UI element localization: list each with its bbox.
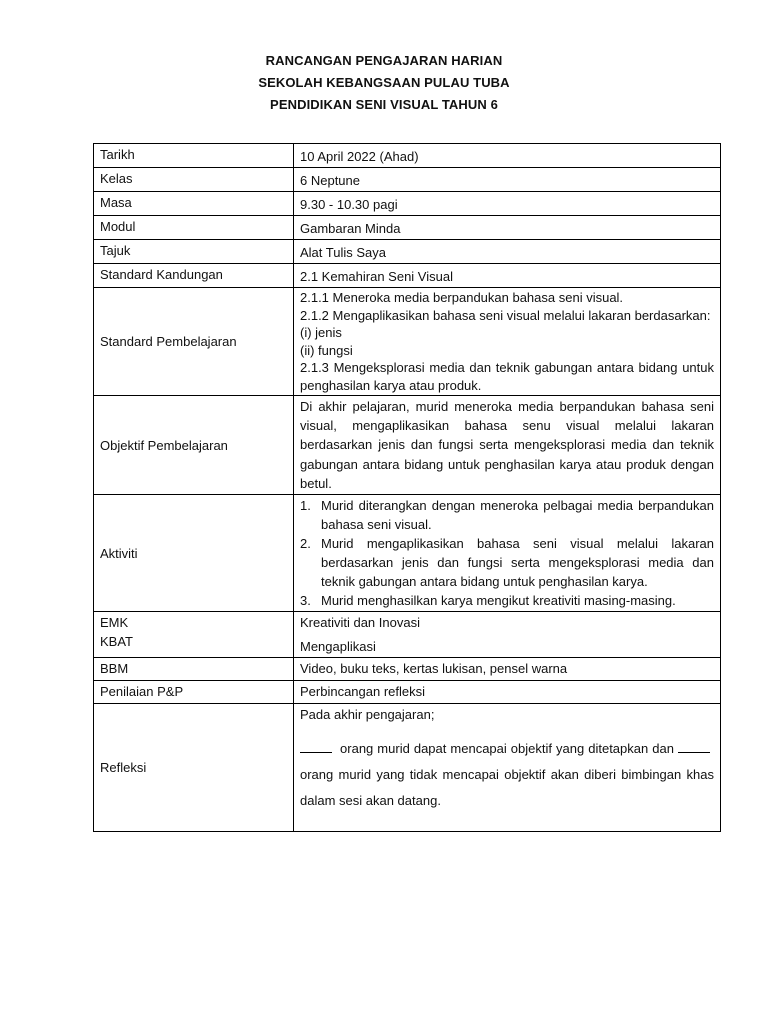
row-modul	[94, 216, 721, 240]
label-standard-pembelajaran: Standard Pembelajaran	[94, 288, 294, 396]
value-bbm: Video, buku teks, kertas lukisan, pensel warna	[294, 658, 721, 681]
label-penilaian: Penilaian P&P	[94, 681, 294, 704]
row-tarikh	[94, 144, 721, 168]
row-kelas	[94, 168, 721, 192]
row-penilaian	[94, 681, 721, 704]
label-tarikh: Tarikh	[94, 144, 294, 168]
activity-text: Murid menghasilkan karya mengikut kreativiti masing-masing.	[321, 593, 676, 609]
document-header	[0, 50, 768, 116]
activity-text: Murid mengaplikasikan bahasa seni visual melalui lakaran berdasarkan jenis dan fungsi serta mengeksplorasi media dan teknik gabungan antara bidang untuk penghasilan karya.	[321, 536, 714, 590]
value-kbat: Mengaplikasi	[300, 639, 376, 655]
value-tajuk: Alat Tulis Saya	[294, 240, 721, 264]
value-penilaian: Perbincangan refleksi	[294, 681, 721, 704]
value-emk-kbat	[294, 612, 721, 658]
label-standard-kandungan: Standard Kandungan	[94, 264, 294, 288]
refleksi-body	[300, 736, 714, 814]
sp-line-3: (i) jenis	[300, 325, 342, 340]
sp-line-1: 2.1.1 Meneroka media berpandukan bahasa seni visual.	[300, 290, 624, 305]
row-objektif	[94, 396, 721, 495]
row-aktiviti	[94, 495, 721, 612]
label-refleksi: Refleksi	[94, 704, 294, 832]
label-kbat: KBAT	[100, 634, 133, 650]
activity-item	[300, 534, 714, 591]
row-tajuk	[94, 240, 721, 264]
header-title: RANCANGAN PENGAJARAN HARIAN	[265, 53, 503, 68]
activity-item	[300, 591, 714, 610]
value-refleksi	[294, 704, 721, 832]
activity-text: Murid diterangkan dengan meneroka pelbagai media berpandukan bahasa seni visual.	[321, 498, 714, 533]
row-bbm	[94, 658, 721, 681]
label-objektif: Objektif Pembelajaran	[94, 396, 294, 495]
value-aktiviti	[294, 495, 721, 612]
sp-line-5: 2.1.3 Mengeksplorasi media dan teknik gabungan antara bidang untuk penghasilan karya atau produk.	[300, 360, 714, 393]
row-emk-kbat	[94, 612, 721, 658]
value-emk: Kreativiti dan Inovasi	[300, 615, 420, 631]
value-tarikh: 10 April 2022 (Ahad)	[294, 144, 721, 168]
refleksi-line-a: orang murid dapat mencapai objektif yang ditetapkan dan	[340, 741, 674, 757]
sp-line-4: (ii) fungsi	[300, 342, 353, 358]
sp-line-2: 2.1.2 Mengaplikasikan bahasa seni visual melalui lakaran berdasarkan:	[300, 307, 711, 323]
activity-item	[300, 496, 714, 534]
activity-number: 3.	[300, 593, 311, 609]
label-tajuk: Tajuk	[94, 240, 294, 264]
header-school: SEKOLAH KEBANGSAAN PULAU TUBA	[258, 75, 510, 90]
activity-number: 1.	[300, 498, 311, 514]
value-kelas: 6 Neptune	[294, 168, 721, 192]
row-standard-pembelajaran	[94, 288, 721, 396]
label-emk-kbat	[94, 612, 294, 658]
label-emk: EMK	[100, 615, 129, 631]
blank-count-not-achieved[interactable]	[678, 740, 710, 753]
label-aktiviti: Aktiviti	[94, 495, 294, 612]
header-subject: PENDIDIKAN SENI VISUAL TAHUN 6	[270, 97, 498, 112]
label-masa: Masa	[94, 192, 294, 216]
row-masa	[94, 192, 721, 216]
refleksi-intro: Pada akhir pengajaran;	[300, 707, 435, 723]
value-modul: Gambaran Minda	[294, 216, 721, 240]
lesson-plan-table	[93, 143, 721, 832]
activity-number: 2.	[300, 536, 311, 552]
label-modul: Modul	[94, 216, 294, 240]
value-standard-kandungan: 2.1 Kemahiran Seni Visual	[294, 264, 721, 288]
value-objektif: Di akhir pelajaran, murid meneroka media berpandukan bahasa seni visual, mengaplikasikan bahasa senu visual melalui lakaran berdasarkan jenis dan fungsi serta mengeksplorasi media dan teknik gabungan antara bidang untuk penghasilan karya atau produk dengan betul.	[294, 396, 721, 495]
activity-list	[300, 496, 714, 610]
row-refleksi	[94, 704, 721, 832]
row-standard-kandungan	[94, 264, 721, 288]
label-bbm: BBM	[94, 658, 294, 681]
refleksi-line-b: orang murid yang tidak mencapai objektif akan diberi bimbingan khas dalam sesi akan datang.	[300, 767, 714, 809]
blank-count-achieved[interactable]	[300, 740, 332, 753]
value-standard-pembelajaran	[294, 288, 721, 396]
value-masa: 9.30 - 10.30 pagi	[294, 192, 721, 216]
label-kelas: Kelas	[94, 168, 294, 192]
